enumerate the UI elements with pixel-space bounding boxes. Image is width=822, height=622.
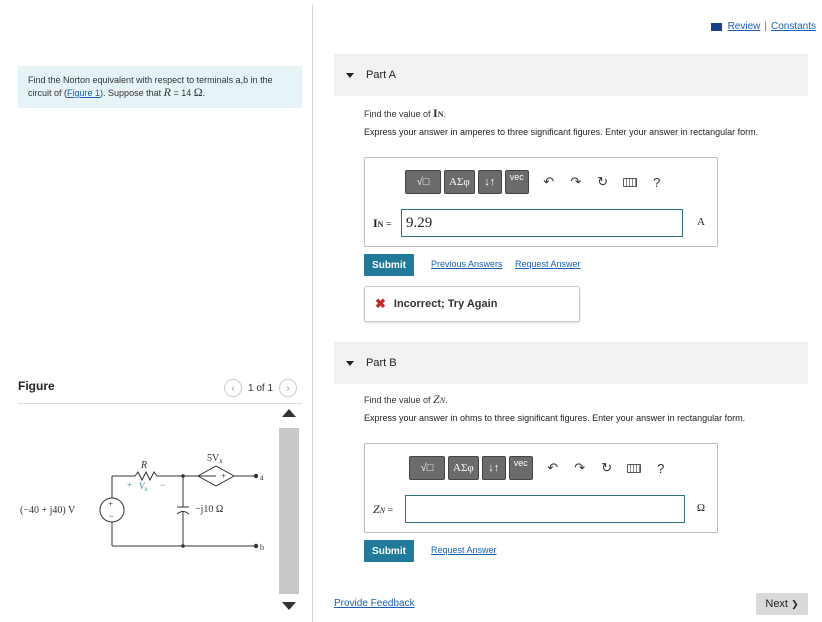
problem-end: . [202,88,206,98]
part-b-header[interactable] [334,342,808,384]
vx-minus: − [160,480,166,490]
prev-figure-button[interactable] [224,379,242,397]
collapse-caret-icon [346,361,354,366]
circuit-diagram [20,446,270,558]
part-b-title: Part B [366,357,397,369]
part-a-toolbar [405,170,668,194]
problem-statement [18,66,302,108]
undo-icon[interactable]: ↶ [543,174,555,189]
greek-symbols-button[interactable]: ΑΣφ [444,170,475,194]
ohm-unit: Ω [193,85,203,99]
part-b-answer-label: ZN = [373,502,394,516]
source-plus: + [108,499,114,509]
next-figure-button[interactable] [279,379,297,397]
keyboard-icon[interactable] [623,457,645,479]
templates-button[interactable] [409,456,445,480]
part-a-request-answer-link[interactable]: Request Answer [515,259,581,269]
next-label: Next [765,598,788,610]
redo-icon[interactable]: ↷ [574,460,586,475]
constants-link[interactable]: Constants [770,21,816,32]
previous-answers-link[interactable]: Previous Answers [431,259,503,269]
part-b-prompt: Find the value of ZN. [364,392,448,406]
scroll-up-arrow-icon[interactable] [282,409,296,417]
dep-source-plus: + [221,471,227,481]
problem-text: Find the Norton equivalent with respect to terminals a,b in the circuit of ( [28,75,273,98]
part-b-instructions: Express your answer in ohms to three significant figures. Enter your answer in rectangular form. [364,413,746,423]
part-a-feedback [364,286,580,322]
templates-button[interactable] [405,170,441,194]
help-icon[interactable]: ? [657,460,665,476]
figure-scrollbar[interactable] [279,428,299,594]
figure-divider [18,403,302,404]
part-b-unit: Ω [696,502,705,514]
resistor-variable: R [163,85,171,99]
part-a-submit-button[interactable]: Submit [364,254,414,276]
figure-pager [224,379,297,397]
part-b-submit-button[interactable]: Submit [364,540,414,562]
dep-source-label: $5V_x$ [207,453,223,465]
part-b-toolbar [409,456,672,480]
vx-label: $V_x$ [139,481,148,493]
chevron-right-icon: › [286,382,290,394]
terminal-b-dot [254,544,258,548]
templates-icon: √□ [420,462,434,474]
part-a-answer-box [364,157,718,247]
part-b-answer-input[interactable] [405,495,685,523]
part-a-instructions: Express your answer in amperes to three significant figures. Enter your answer in rectangular form. [364,127,759,137]
terminal-a-label: a [260,473,264,482]
incorrect-x-icon: ✖ [375,296,386,311]
reset-icon[interactable]: ↻ [601,460,613,475]
resistor-label: R [141,460,148,471]
collapse-caret-icon [346,73,354,78]
part-a-title: Part A [366,69,396,81]
figure-page-count: 1 of 1 [248,382,274,394]
part-a-answer-input[interactable]: 9.29 [401,209,683,237]
greek-symbols-button[interactable]: ΑΣφ [448,456,479,480]
terminal-b-label: b [260,543,264,552]
link-separator: | [764,21,767,32]
top-links [711,21,816,32]
figure-1-link[interactable]: Figure 1 [67,88,101,98]
chevron-right-icon: ❯ [791,598,799,609]
part-a-header[interactable] [334,54,808,96]
provide-feedback-link[interactable]: Provide Feedback [334,598,415,609]
problem-text-2: ). Suppose that [100,88,164,98]
vector-button[interactable]: vec [509,456,533,480]
dep-source-minus: − [204,471,210,481]
figure-title: Figure [18,379,55,393]
part-a-unit: A [697,216,705,228]
source-label: (−40 + j40) V [20,505,76,516]
keyboard-icon[interactable] [619,171,641,193]
feedback-text: Incorrect; Try Again [393,298,498,310]
scroll-down-arrow-icon[interactable] [282,602,296,610]
terminal-a-dot [254,474,258,478]
sub-superscript-button[interactable]: ↓↑ [478,170,502,194]
undo-icon[interactable]: ↶ [547,460,559,475]
vx-plus: + [127,480,133,490]
part-a-answer-label: IN = [373,216,392,230]
redo-icon[interactable]: ↷ [570,174,582,189]
column-divider [312,4,313,622]
next-button[interactable] [756,593,808,615]
help-icon[interactable]: ? [653,174,661,190]
book-icon [711,23,722,31]
part-b-answer-box [364,443,718,533]
reset-icon[interactable]: ↻ [597,174,609,189]
templates-icon: √□ [416,176,430,188]
part-b-request-answer-link[interactable]: Request Answer [431,545,497,555]
source-minus: − [109,511,115,521]
resistor-value: = 14 [170,88,194,98]
sub-superscript-button[interactable]: ↓↑ [482,456,506,480]
capacitor-label: −j10 Ω [195,504,224,515]
review-link[interactable]: Review [727,21,761,32]
part-a-prompt: Find the value of IN. [364,106,447,120]
vector-button[interactable]: vec [505,170,529,194]
chevron-left-icon: ‹ [231,382,235,394]
